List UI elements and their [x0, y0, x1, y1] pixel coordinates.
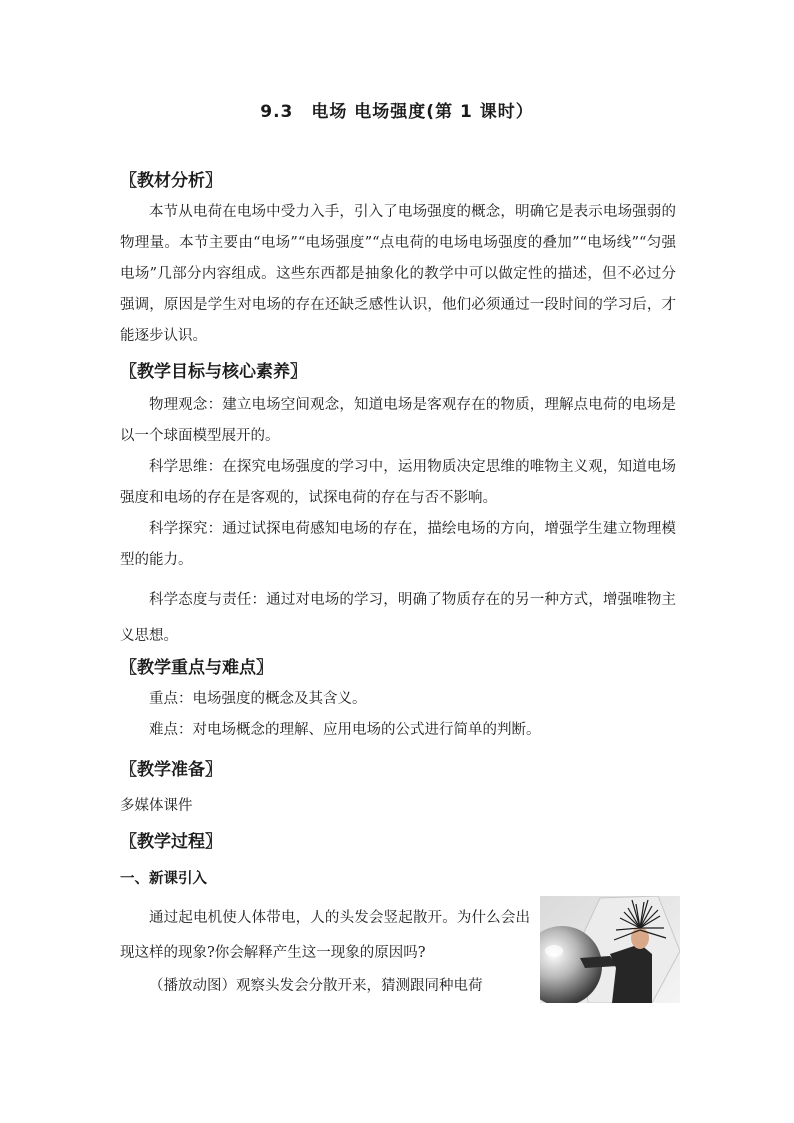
- page-title: 9.3 电场 电场强度(第 1 课时）: [260, 102, 534, 122]
- paragraph-intro-1: 通过起电机使人体带电，人的头发会竖起散开。为什么会出现这样的现象?你会解释产生这一现象的原因吗?: [120, 910, 530, 961]
- keypoint-difficult: 难点：对电场概念的理解、应用电场的公式进行简单的判断。: [149, 722, 541, 738]
- keypoint-key: 重点：电场强度的概念及其含义。: [149, 691, 367, 707]
- heading-keypoints: 〖教学重点与难点〗: [120, 658, 273, 678]
- heading-process: 〖教学过程〗: [120, 832, 222, 852]
- preparation-text: 多媒体课件: [120, 798, 193, 814]
- paragraph-analysis: 本节从电荷在电场中受力入手，引入了电场强度的概念，明确它是表示电场强弱的物理量。本节主要由“电场”“电场强度”“点电荷的电场电场强度的叠加”“电场线”“匀强电场”几部分内容组成。这些东西都是抽象化的教学中可以做定性的描述，但不必过分强调，原因是学生对电场的存在还缺乏感性认识，他们必须通过一段时间的学习后，才能逐步认识。: [120, 204, 676, 344]
- goal-item-scientific-inquiry: 科学探究：通过试探电荷感知电场的存在，描绘电场的方向，增强学生建立物理模型的能力。: [120, 521, 676, 568]
- goal-item-attitude: 科学态度与责任：通过对电场的学习，明确了物质存在的另一种方式，增强唯物主义思想。: [120, 592, 676, 644]
- goal-item-scientific-thinking: 科学思维：在探究电场强度的学习中，运用物质决定思维的唯物主义观，知道电场强度和电场的存在是客观的，试探电荷的存在与否不影响。: [120, 459, 676, 506]
- heading-goals: 〖教学目标与核心素养〗: [120, 362, 307, 382]
- goal-item-physics-concept: 物理观念：建立电场空间观念，知道电场是客观存在的物质，理解点电荷的电场是以一个球面模型展开的。: [120, 397, 676, 444]
- heading-analysis: 〖教材分析〗: [120, 171, 222, 191]
- paragraph-intro-2: （播放动图）观察头发会分散开来，猜测跟同种电荷: [149, 978, 483, 994]
- hair-standing-photo: [540, 896, 680, 1003]
- subheading-intro: 一、新课引入: [120, 871, 207, 887]
- heading-preparation: 〖教学准备〗: [120, 760, 222, 780]
